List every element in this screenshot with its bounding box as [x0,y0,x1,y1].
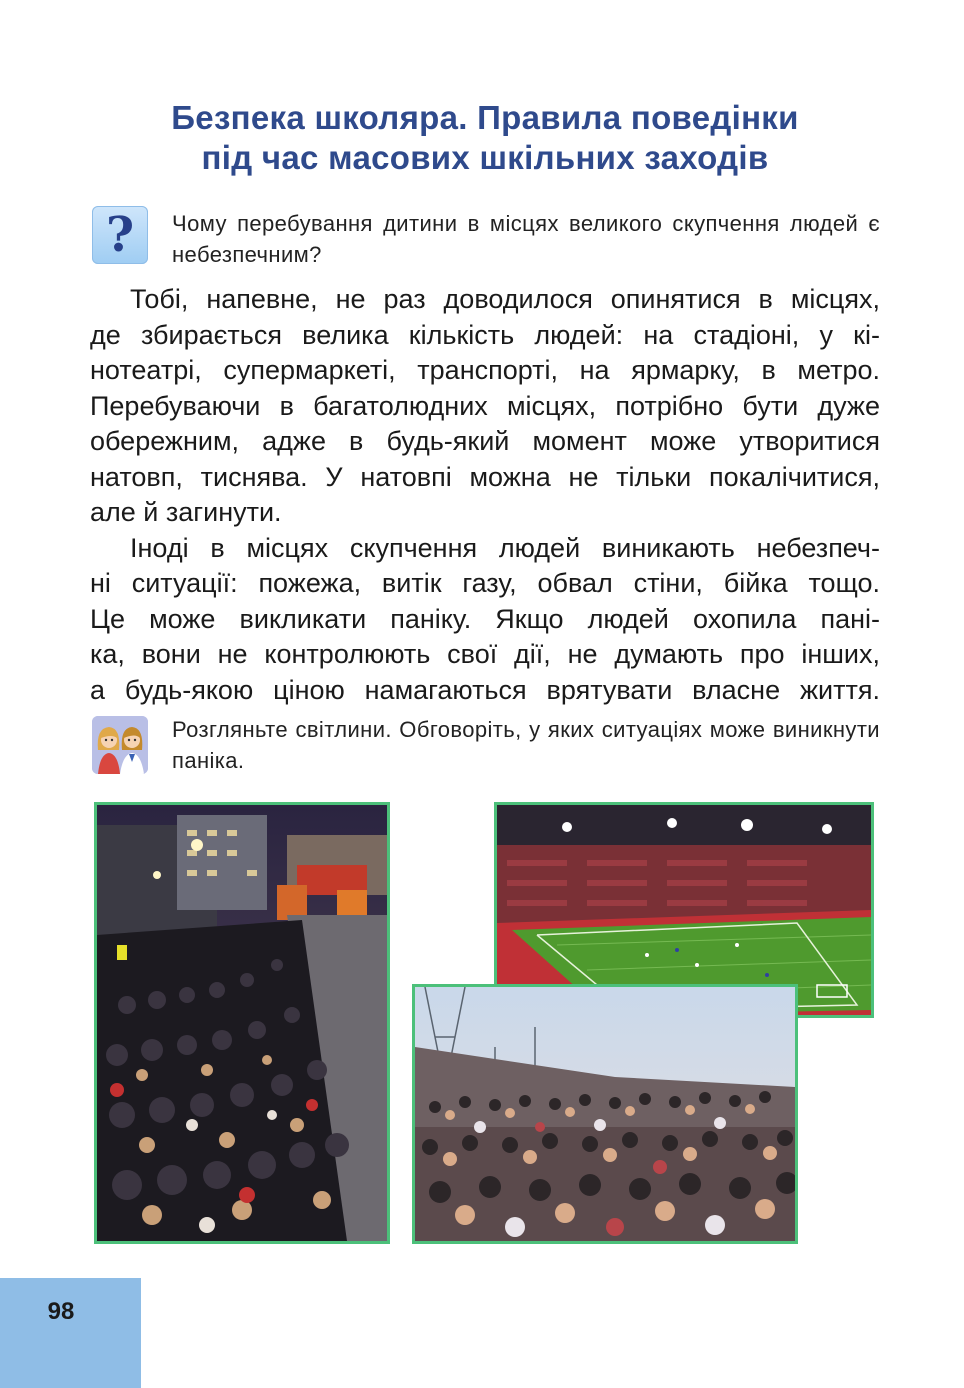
crowd-street-photo [94,802,390,1244]
text-line: Перебуваючи в багатолюдних місцях, потрібно бути дуже [90,390,880,421]
page-number-tab [0,1278,141,1388]
body-text [90,282,880,708]
discussion-prompt: Розгляньте світлини. Обговоріть, у яких ситуаціях може виникнути паніка. [172,717,880,773]
text-line: Це може викликати паніку. Якщо людей охопила пані- [90,603,880,634]
paragraph-1 [90,282,880,531]
text-line: нотеатрі, супермаркеті, транспорті, на ярмарку, в метро. [90,355,880,385]
page-title [90,98,880,178]
title-line-2: під час масових шкільних заходів [201,139,769,176]
page-number: 98 [47,1298,75,1325]
text-line: але й загинути. [90,497,282,527]
text-line: Іноді в місцях скупчення людей виникають небезпеч- [130,532,880,563]
question-glyph: ? [105,207,135,263]
title-line-1: Безпека школяра. Правила поведінки [171,99,799,136]
two-children-icon [92,716,148,774]
text-line: ні ситуації: пожежа, витік газу, обвал стіни, бійка тощо. [90,568,880,598]
stands-audience-photo [412,984,798,1244]
text-line: Тобі, напевне, не раз доводилося опинятися в місцях, [130,284,880,314]
text-line: де збирається велика кількість людей: на стадіоні, у кі- [90,319,880,350]
text-line: ка, вони не контролюють свої дії, не думають про інших, [90,639,880,669]
text-line: натовп, тиснява. У натовпі можна не тільки покалічитися, [90,461,880,492]
question-text: Чому перебування дитини в місцях великого скупчення людей є небезпечним? [172,211,880,267]
text-line: а будь-якою ціною намагаються врятувати власне життя. [90,674,880,705]
paragraph-2 [90,531,880,709]
text-line: обережним, адже в будь-який момент може утворитися [90,426,880,456]
question-mark-icon [92,206,148,264]
